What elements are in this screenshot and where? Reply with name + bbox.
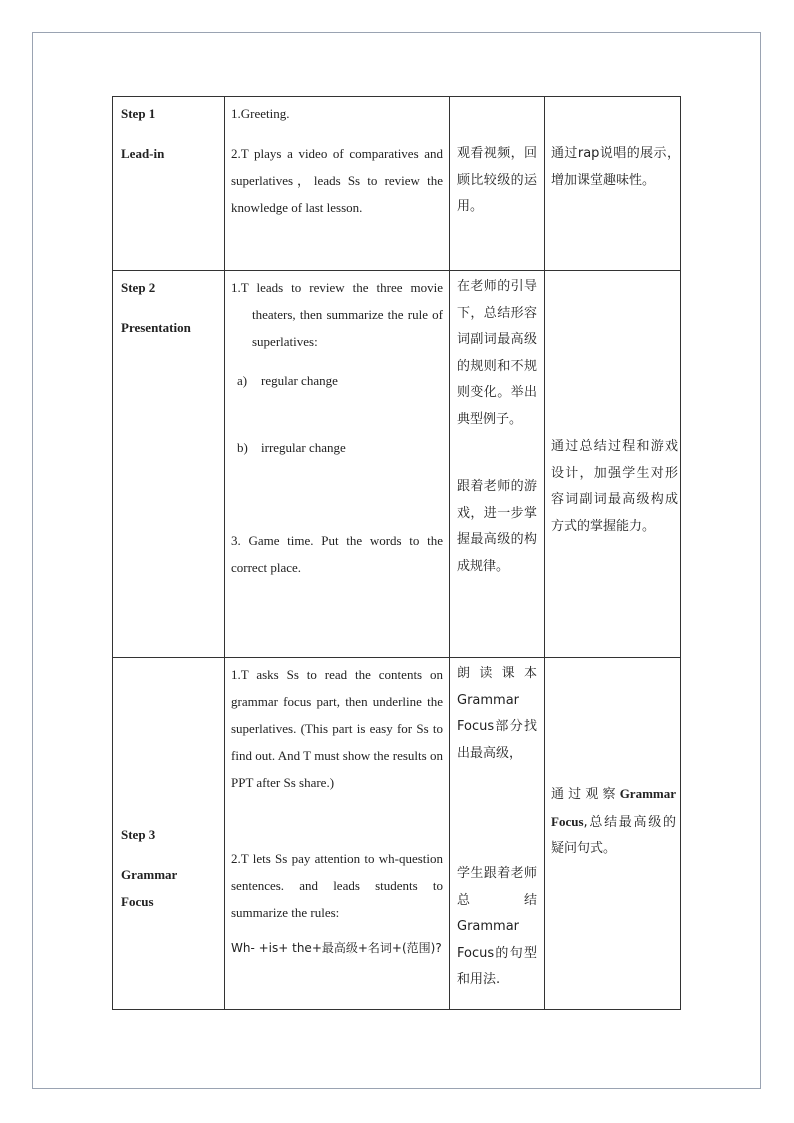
step-number: Step 2 [121,280,156,295]
student-activity-cell [450,271,545,658]
step-cell [113,658,225,1010]
step-cell [113,271,225,658]
student-activity-cell [450,658,545,1010]
teacher-activity-cell [225,658,450,1010]
purpose-cell [545,271,681,658]
step-number: Step 1 [121,106,156,121]
teacher-activity-cell [225,271,450,658]
sentence-formula: Wh- +is+ the+最高级+名词+(范围)? [231,941,442,955]
lesson-plan-table [112,96,681,1010]
sub-item-text: irregular change [261,440,346,455]
student-activity-text: 观看视频，回顾比较级的运用。 [457,146,537,214]
student-activity-text: 学生跟着老师总结Grammar Focus的句型和用法. [457,866,537,987]
step-name: Grammar Focus [121,867,178,909]
student-activity-text: 跟着老师的游戏，进一步掌握最高级的构成规律。 [457,479,537,574]
purpose-text: 通过总结过程和游戏设计，加强学生对形容词副词最高级构成方式的掌握能力。 [551,439,678,534]
purpose-prefix: 通过观察 [551,787,620,802]
sub-item-text: regular change [261,373,338,388]
table-row [113,658,681,1010]
activity-item: 2.T lets Ss pay attention to wh-question sentences. and leads students to summarize the rules: [231,851,443,920]
step-cell [113,97,225,271]
sub-item [225,367,449,394]
student-activity-text: 朗读课本Grammar Focus部分找出最高级， [457,666,537,761]
table-row [113,271,681,658]
student-activity-text: 在老师的引导下，总结形容词副词最高级的规则和不规则变化。举出典型例子。 [457,279,537,427]
activity-item: 1.Greeting. [231,106,290,121]
step-number: Step 3 [121,827,156,842]
purpose-text [545,658,680,863]
step-name: Presentation [121,320,191,335]
purpose-cell [545,658,681,1010]
student-activity-cell [450,97,545,271]
sub-item-marker: b) [237,440,248,455]
purpose-cell [545,97,681,271]
sub-item [225,434,449,461]
activity-item: 3. Game time. Put the words to the correct place. [231,533,443,575]
activity-item: 2.T plays a video of comparatives and superlatives，leads Ss to review the knowledge of last lesson. [231,146,443,215]
purpose-text: 通过rap说唱的展示，增加课堂趣味性。 [551,146,680,188]
table-row [113,97,681,271]
activity-item: 1.T leads to review the three movie theaters, then summarize the rule of superlatives: [231,280,443,349]
purpose-highlight: Grammar Focus [551,786,676,829]
purpose-suffix: ,总结最高级的疑问句式。 [551,814,676,856]
sub-item-marker: a) [237,373,248,388]
step-name: Lead-in [121,146,165,161]
teacher-activity-cell [225,97,450,271]
activity-item: 1.T asks Ss to read the contents on grammar focus part, then underline the superlatives. (This part is easy for Ss to find out. And T must show the results on PPT after Ss share.) [231,667,443,790]
